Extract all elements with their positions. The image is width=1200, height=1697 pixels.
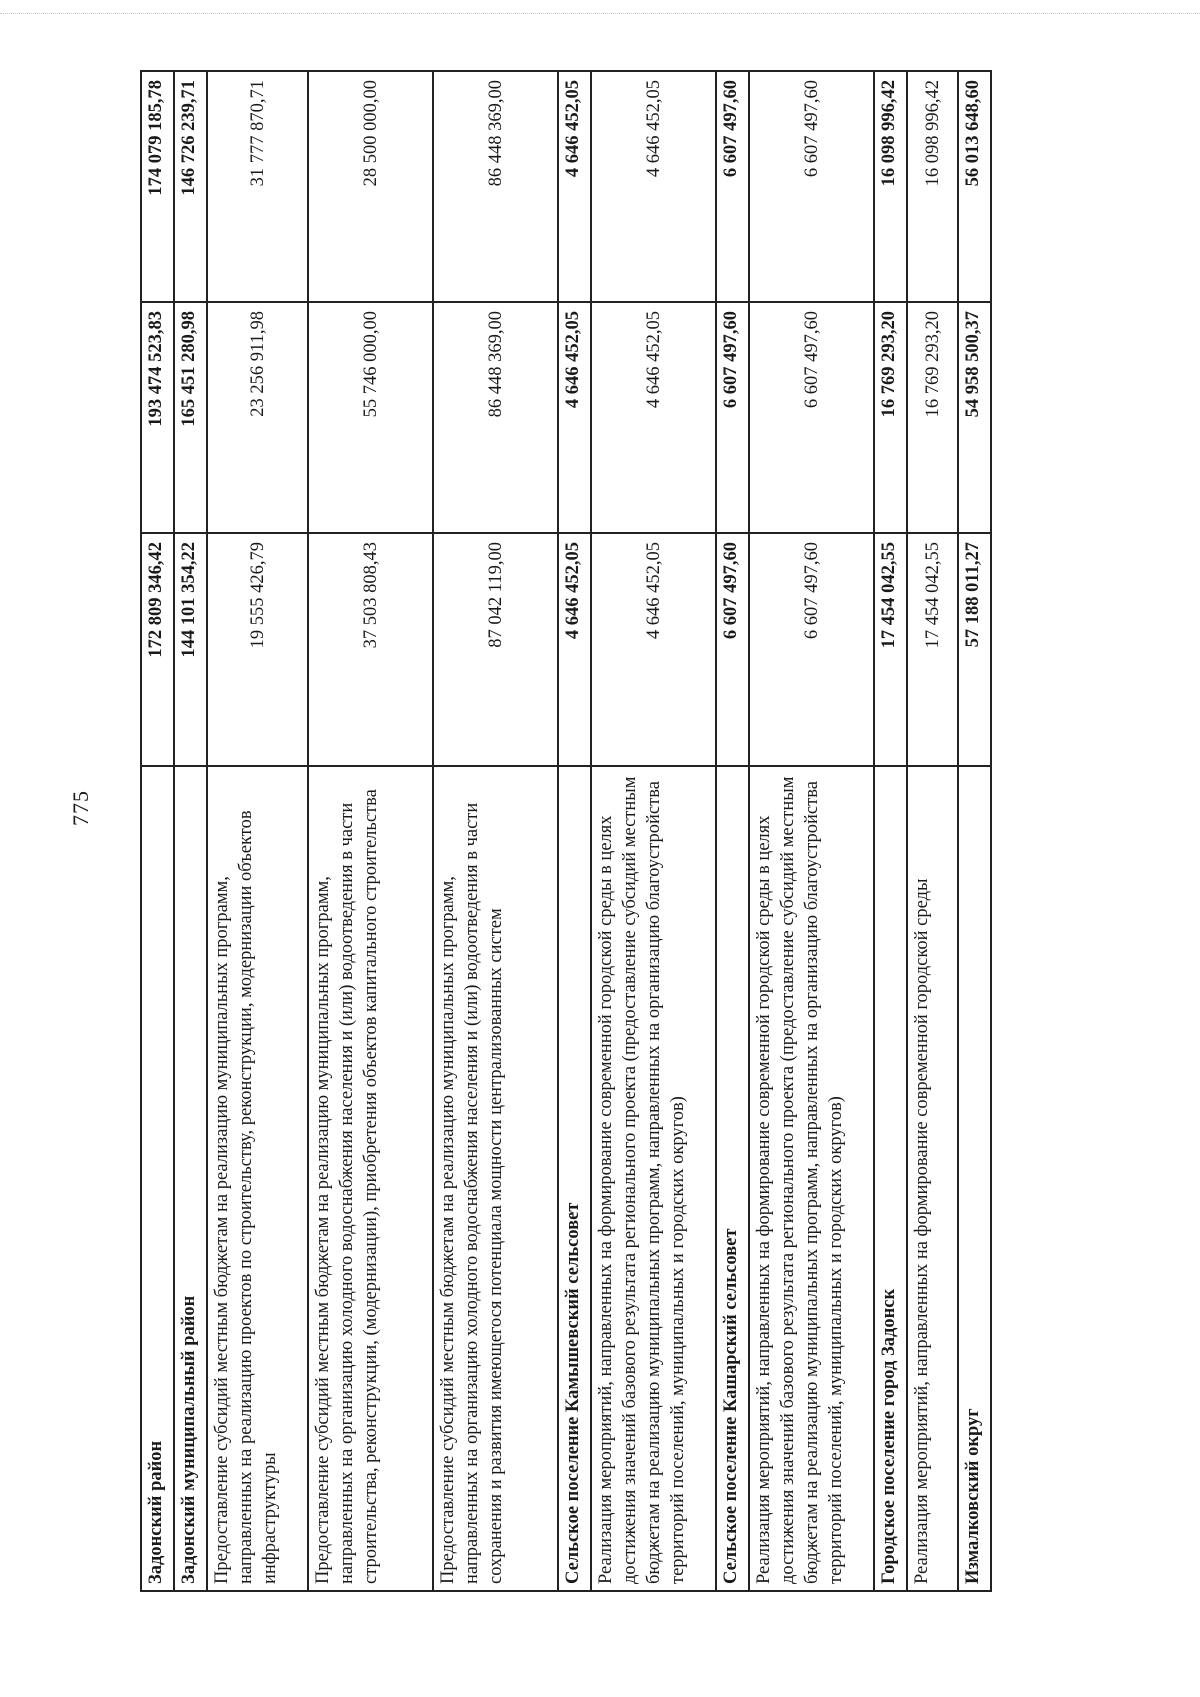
value-year-2: 54 958 500,37 [958, 302, 991, 533]
value-year-1: 17 454 042,55 [874, 533, 907, 766]
value-year-3: 31 777 870,71 [207, 71, 308, 302]
value-year-1: 87 042 119,00 [433, 533, 558, 766]
value-year-1: 6 607 497,60 [749, 533, 874, 766]
value-year-1: 4 646 452,05 [591, 533, 716, 766]
value-year-2: 23 256 911,98 [207, 302, 308, 533]
value-year-1: 19 555 426,79 [207, 533, 308, 766]
row-label: Реализация мероприятий, направленных на формирование современной городской среды в целях достижения значений базового результата регионального проекта (предоставление субсидий местным бюджетам на реализацию муниципальных программ, направленных на организацию благоустройства территорий поселений, муниципальных и городских округов) [591, 766, 716, 1591]
row-label: Предоставление субсидий местным бюджетам на реализацию муниципальных программ, направленных на организацию холодного водоснабжения населения и (или) водоотведения в части сохранения и развития имеющегося потенциала мощности централизованных систем [433, 766, 558, 1591]
row-label: Задонский район [141, 766, 174, 1591]
row-label: Предоставление субсидий местным бюджетам на реализацию муниципальных программ, направленных на реализацию проектов по строительству, реконструкции, модернизации объектов инфраструктуры [207, 766, 308, 1591]
page-number: 775 [68, 790, 93, 826]
table-row [433, 71, 558, 1591]
row-label: Реализация мероприятий, направленных на формирование современной городской среды [907, 766, 958, 1591]
rotated-table-wrapper [140, 72, 1085, 1592]
row-label: Городское поселение город Задонск [874, 766, 907, 1591]
value-year-1: 172 809 346,42 [141, 533, 174, 766]
value-year-2: 6 607 497,60 [716, 302, 749, 533]
table-row [174, 71, 207, 1591]
value-year-3: 4 646 452,05 [591, 71, 716, 302]
value-year-2: 6 607 497,60 [749, 302, 874, 533]
row-label: Реализация мероприятий, направленных на формирование современной городской среды в целях достижения значений базового результата регионального проекта (предоставление субсидий местным бюджетам на реализацию муниципальных программ, направленных на организацию благоустройства территорий поселений, муниципальных и городских округов) [749, 766, 874, 1591]
value-year-1: 37 503 808,43 [308, 533, 433, 766]
table-row [558, 71, 591, 1591]
value-year-2: 193 474 523,83 [141, 302, 174, 533]
value-year-1: 144 101 354,22 [174, 533, 207, 766]
value-year-1: 4 646 452,05 [558, 533, 591, 766]
value-year-3: 16 098 996,42 [874, 71, 907, 302]
value-year-2: 4 646 452,05 [591, 302, 716, 533]
value-year-1: 57 188 011,27 [958, 533, 991, 766]
value-year-3: 86 448 369,00 [433, 71, 558, 302]
table-row [207, 71, 308, 1591]
value-year-3: 28 500 000,00 [308, 71, 433, 302]
table-row [308, 71, 433, 1591]
value-year-3: 174 079 185,78 [141, 71, 174, 302]
row-label: Задонский муниципальный район [174, 766, 207, 1591]
value-year-2: 86 448 369,00 [433, 302, 558, 533]
value-year-3: 4 646 452,05 [558, 71, 591, 302]
value-year-3: 16 098 996,42 [907, 71, 958, 302]
value-year-2: 16 769 293,20 [874, 302, 907, 533]
value-year-3: 6 607 497,60 [749, 71, 874, 302]
row-label: Сельское поселение Камышевский сельсовет [558, 766, 591, 1591]
table-row [958, 71, 991, 1591]
row-label: Измалковский округ [958, 766, 991, 1591]
value-year-2: 4 646 452,05 [558, 302, 591, 533]
value-year-3: 146 726 239,71 [174, 71, 207, 302]
top-dotted-rule [0, 13, 1200, 14]
value-year-2: 55 746 000,00 [308, 302, 433, 533]
value-year-2: 16 769 293,20 [907, 302, 958, 533]
value-year-2: 165 451 280,98 [174, 302, 207, 533]
value-year-1: 17 454 042,55 [907, 533, 958, 766]
table-row [749, 71, 874, 1591]
table-row [716, 71, 749, 1591]
table-row [874, 71, 907, 1591]
table-row [907, 71, 958, 1591]
value-year-3: 56 013 648,60 [958, 71, 991, 302]
budget-table [140, 70, 992, 1592]
value-year-1: 6 607 497,60 [716, 533, 749, 766]
table-row [141, 71, 174, 1591]
table-row [591, 71, 716, 1591]
row-label: Предоставление субсидий местным бюджетам на реализацию муниципальных программ, направленных на организацию холодного водоснабжения населения и (или) водоотведения в части строительства, реконструкции, (модернизации), приобретения объектов капитального строительства [308, 766, 433, 1591]
value-year-3: 6 607 497,60 [716, 71, 749, 302]
row-label: Сельское поселение Кашарский сельсовет [716, 766, 749, 1591]
